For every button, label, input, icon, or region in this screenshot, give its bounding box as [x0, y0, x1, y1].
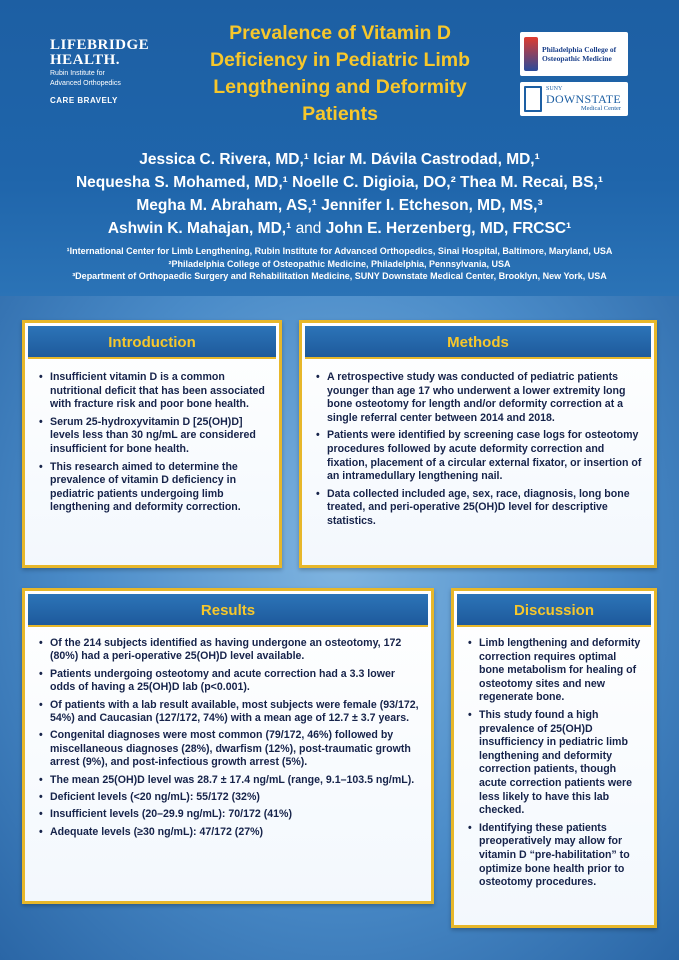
- list-item: • Data collected included age, sex, race, diagnosis, long bone treated, and peri-operative 25(OH)D level for descriptive statistics.: [316, 488, 642, 529]
- suny-line1: SUNY: [546, 86, 563, 92]
- methods-heading: Methods: [305, 326, 651, 359]
- suny-line2: DOWNSTATE: [546, 92, 622, 106]
- suny-logo-text: [546, 84, 621, 114]
- list-item: • The mean 25(OH)D level was 28.7 ± 17.4 ng/mL (range, 9.1–103.5 ng/mL).: [39, 774, 419, 787]
- methods-list: [316, 371, 642, 533]
- author-line: [0, 217, 679, 240]
- pcom-line1: Philadelphia College of: [542, 45, 617, 54]
- suny-building-icon: [524, 86, 542, 112]
- author-name: Ashwin K. Mahajan, MD,¹: [107, 220, 292, 237]
- discussion-list: [468, 637, 642, 894]
- list-item: • This research aimed to determine the prevalence of vitamin D deficiency in pediatric patients undergoing limb lengthening and deformity correction.: [39, 461, 267, 515]
- poster-title: Prevalence of Vitamin D Deficiency in Pediatric Limb Lengthening and Deformity Patients: [209, 22, 471, 125]
- author-line: Jessica C. Rivera, MD,¹ Iciar M. Dávila Castrodad, MD,¹: [139, 151, 540, 168]
- introduction-panel: [22, 320, 282, 568]
- pcom-logo: [520, 32, 628, 76]
- introduction-list: [39, 371, 267, 519]
- author-line: Megha M. Abraham, AS,¹ Jennifer I. Etcheson, MD, MS,³: [136, 197, 543, 214]
- author-name: John E. Herzenberg, MD, FRCSC¹: [325, 220, 572, 237]
- methods-panel: [299, 320, 657, 568]
- list-item: • This study found a high prevalence of 25(OH)D insufficiency in pediatric limb lengthening and deformity correction patients, though acute correction patients were less likely to have this lab checked.: [468, 709, 642, 818]
- list-item: • Insufficient vitamin D is a common nutritional deficit that has been associated with fracture risk and poor bone health.: [39, 371, 267, 412]
- list-item: • Congenital diagnoses were most common (79/172, 46%) followed by miscellaneous diagnoses (28%), dwarfism (12%), post-traumatic growth arrest (9%), and post-infectious growth arrest (5%).: [39, 729, 419, 769]
- lifebridge-sub-line2: Advanced Orthopedics: [50, 80, 121, 87]
- list-item: • Limb lengthening and deformity correction requires optimal bone metabolism for healing of osteotomy sites and new regenerate bone.: [468, 637, 642, 705]
- introduction-heading: Introduction: [28, 326, 276, 359]
- list-item: • A retrospective study was conducted of pediatric patients younger than age 17 who underwent a lower extremity long bone osteotomy for length and/or deformity correction at a single referral center between 2014 and 2018.: [316, 371, 642, 425]
- list-item: • Of the 214 subjects identified as having undergone an osteotomy, 172 (80%) had a peri-operative 25(OH)D level available.: [39, 637, 419, 664]
- affiliations: [0, 245, 679, 283]
- suny-line3: Medical Center: [580, 105, 622, 112]
- list-item: • Adequate levels (≥30 ng/mL): 47/172 (27%): [39, 826, 419, 839]
- lifebridge-logo: [50, 38, 170, 105]
- author-line: Nequesha S. Mohamed, MD,¹ Noelle C. Digioia, DO,² Thea M. Recai, BS,¹: [75, 174, 604, 191]
- results-panel: [22, 588, 434, 904]
- list-item: • Deficient levels (<20 ng/mL): 55/172 (32%): [39, 791, 419, 804]
- suny-downstate-logo: [520, 82, 628, 116]
- list-item: • Patients were identified by screening case logs for osteotomy procedures followed by acute deformity correction and fixation, placement of a circular external fixator, or insertion of an intramedullary lengthening nail.: [316, 429, 642, 483]
- lifebridge-brand-line1: LIFEBRIDGE: [50, 37, 150, 53]
- affiliation-line: ¹International Center for Limb Lengthening, Rubin Institute for Advanced Orthopedics, Sinai Hospital, Baltimore, Maryland, USA: [66, 246, 613, 256]
- list-item: • Identifying these patients preoperatively may allow for vitamin D “pre-habilitation” to optimize bone health prior to osteotomy procedures.: [468, 822, 642, 890]
- lifebridge-tagline: CARE BRAVELY: [50, 96, 118, 105]
- pcom-shield-icon: [524, 37, 538, 71]
- list-item: • Of patients with a lab result available, most subjects were female (93/172, 54%) and Caucasian (127/172, 74%) with a mean age of 12.7 ± 3.7 years.: [39, 699, 419, 726]
- affiliation-line: ³Department of Orthopaedic Surgery and Rehabilitation Medicine, SUNY Downstate Medical Center, Brooklyn, New York, USA: [72, 271, 607, 281]
- affiliation-line: ²Philadelphia College of Osteopathic Medicine, Philadelphia, Pennsylvania, USA: [168, 258, 511, 269]
- author-list: [0, 148, 679, 240]
- pcom-logo-text: [542, 45, 616, 63]
- discussion-heading: Discussion: [457, 594, 651, 627]
- discussion-panel: [451, 588, 657, 928]
- results-heading: Results: [28, 594, 428, 627]
- lifebridge-brand-line2: HEALTH.: [50, 52, 121, 68]
- list-item: • Patients undergoing osteotomy and acute correction had a 3.3 lower odds of having a 25(OH)D lab (p<0.001).: [39, 668, 419, 695]
- list-item: • Insufficient levels (20–29.9 ng/mL): 70/172 (41%): [39, 808, 419, 821]
- pcom-line2: Osteopathic Medicine: [542, 54, 612, 63]
- lifebridge-sub-line1: Rubin Institute for: [50, 70, 105, 77]
- author-conjunction: and: [295, 220, 322, 237]
- results-list: [39, 637, 419, 843]
- list-item: • Serum 25-hydroxyvitamin D [25(OH)D] levels less than 30 ng/mL are considered insufficient for bone health.: [39, 416, 267, 457]
